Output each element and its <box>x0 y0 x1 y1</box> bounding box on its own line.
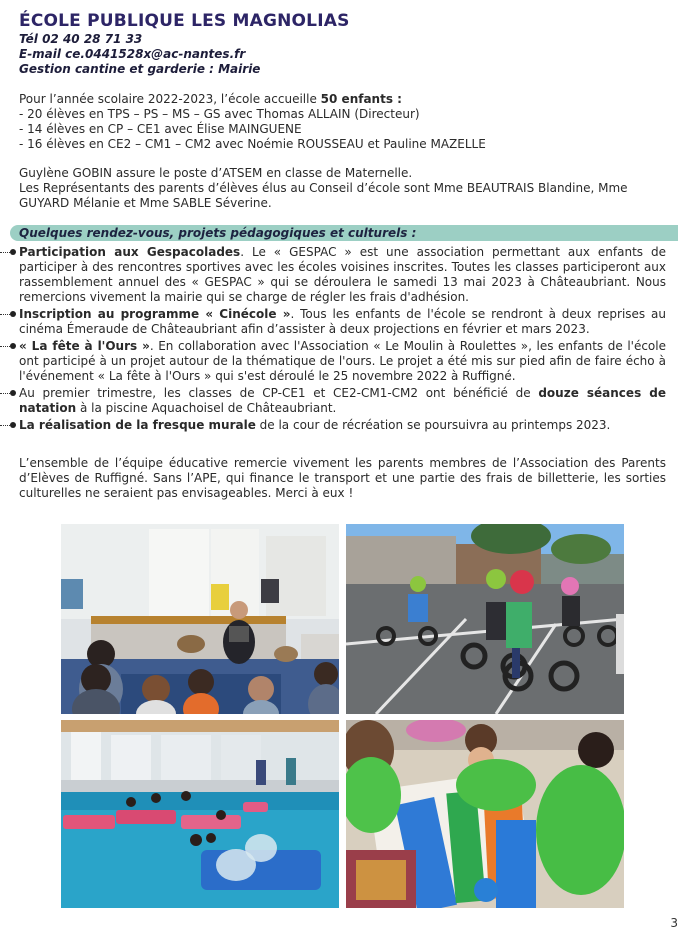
intro-count: 50 enfants : <box>320 92 402 106</box>
classroom-music-illustration <box>61 524 339 714</box>
event-title: Participation aux Gespacolades <box>19 245 241 259</box>
balance-bikes-illustration <box>346 524 624 714</box>
email-line: E-mail ce.0441528x@ac-nantes.fr <box>19 47 246 61</box>
bullet-icon <box>10 249 16 255</box>
class-line: - 14 élèves en CP – CE1 avec Élise MAINGUENE <box>19 122 302 136</box>
event-title: « La fête à l'Ours » <box>19 339 150 353</box>
event-text: de la cour de récréation se poursuivra au printemps 2023. <box>255 418 611 432</box>
swimming-pool-photo <box>61 720 339 908</box>
bullet-icon <box>10 311 16 317</box>
event-text: . Le « GESPAC » est une association permettant aux enfants de participer à des rencontres sportives avec les écoles voisines inscrites. Toutes les classes participeront aux rassemblement annuel des « GESPAC » qui se déroulera le samedi 13 mai 2023 à Châteaubriant. Nous remercions vivement la mairie qui se charge de régler les frais d'adhésion. <box>19 245 667 304</box>
event-text: . En collaboration avec l'Association « Le Moulin à Roulettes », les enfants de l'école ont participé à un projet autour de la thématique de l'ours. Le projet a été mis sur pied afin de faire écho à l'événement « La fête à l'Ours » qui s'est déroulé le 25 novembre 2022 à Ruffigné. <box>19 339 666 383</box>
swimming-pool-illustration <box>61 720 339 908</box>
event-text: à la piscine Aquachoisel de Châteaubriant. <box>76 401 337 415</box>
classroom-music-photo <box>61 524 339 714</box>
event-text: . Tous les enfants de l'école se rendront à deux reprises au cinéma Émeraude de Châteaubriant afin d’assister à deux projections en février et mars 2023. <box>19 307 666 336</box>
event-title: La réalisation de la fresque murale <box>19 418 256 432</box>
contact-block <box>19 32 260 77</box>
fresco-painting-illustration <box>346 720 624 908</box>
event-item <box>19 245 666 305</box>
events-list <box>19 245 666 435</box>
intro-lead: Pour l’année scolaire 2022-2023, l’école accueille <box>19 92 317 106</box>
intro-block <box>19 92 669 152</box>
bullet-icon <box>10 422 16 428</box>
event-text: Au premier trimestre, les classes de CP-CE1 et CE2-CM1-CM2 ont bénéficié de <box>19 386 539 400</box>
management-line: Gestion cantine et garderie : Mairie <box>19 62 261 76</box>
atsem-line: Guylène GOBIN assure le poste d’ATSEM en classe de Maternelle. <box>19 166 413 180</box>
page-title: ÉCOLE PUBLIQUE LES MAGNOLIAS <box>19 11 350 31</box>
event-item <box>19 386 666 416</box>
bullet-icon <box>10 343 16 349</box>
phone-line: Tél 02 40 28 71 33 <box>19 32 143 46</box>
page-number: 3 <box>670 916 678 930</box>
parents-representatives: Les Représentants des parents d’élèves élus au Conseil d’école sont Mme BEAUTRAIS Blandine, Mme GUYARD Mélanie et Mme SABLE Séverine. <box>19 181 628 210</box>
event-title: Inscription au programme « Cinécole » <box>19 307 291 321</box>
class-line: - 16 élèves en CE2 – CM1 – CM2 avec Noémie ROUSSEAU et Pauline MAZELLE <box>19 137 486 151</box>
bullet-icon <box>10 390 16 396</box>
staff-block <box>19 166 669 211</box>
section-banner <box>10 225 678 241</box>
fresco-painting-photo <box>346 720 624 908</box>
section-title: Quelques rendez-vous, projets pédagogiques et culturels : <box>19 226 417 240</box>
event-item <box>19 339 666 384</box>
event-highlight: douze séances de natation <box>19 386 666 415</box>
closing-paragraph: L’ensemble de l’équipe éducative remercie vivement les parents membres de l’Association des Parents d’Elèves de Ruffigné. Sans l’APE, qui finance le transport et une partie des frais de billetterie, les sorties culturelles ne seraient pas envisageables. Merci à eux ! <box>19 456 666 500</box>
class-line: - 20 élèves en TPS – PS – MS – GS avec Thomas ALLAIN (Directeur) <box>19 107 420 121</box>
intro-lead-line <box>19 92 669 107</box>
event-item <box>19 418 666 433</box>
balance-bikes-photo <box>346 524 624 714</box>
event-item <box>19 307 666 337</box>
